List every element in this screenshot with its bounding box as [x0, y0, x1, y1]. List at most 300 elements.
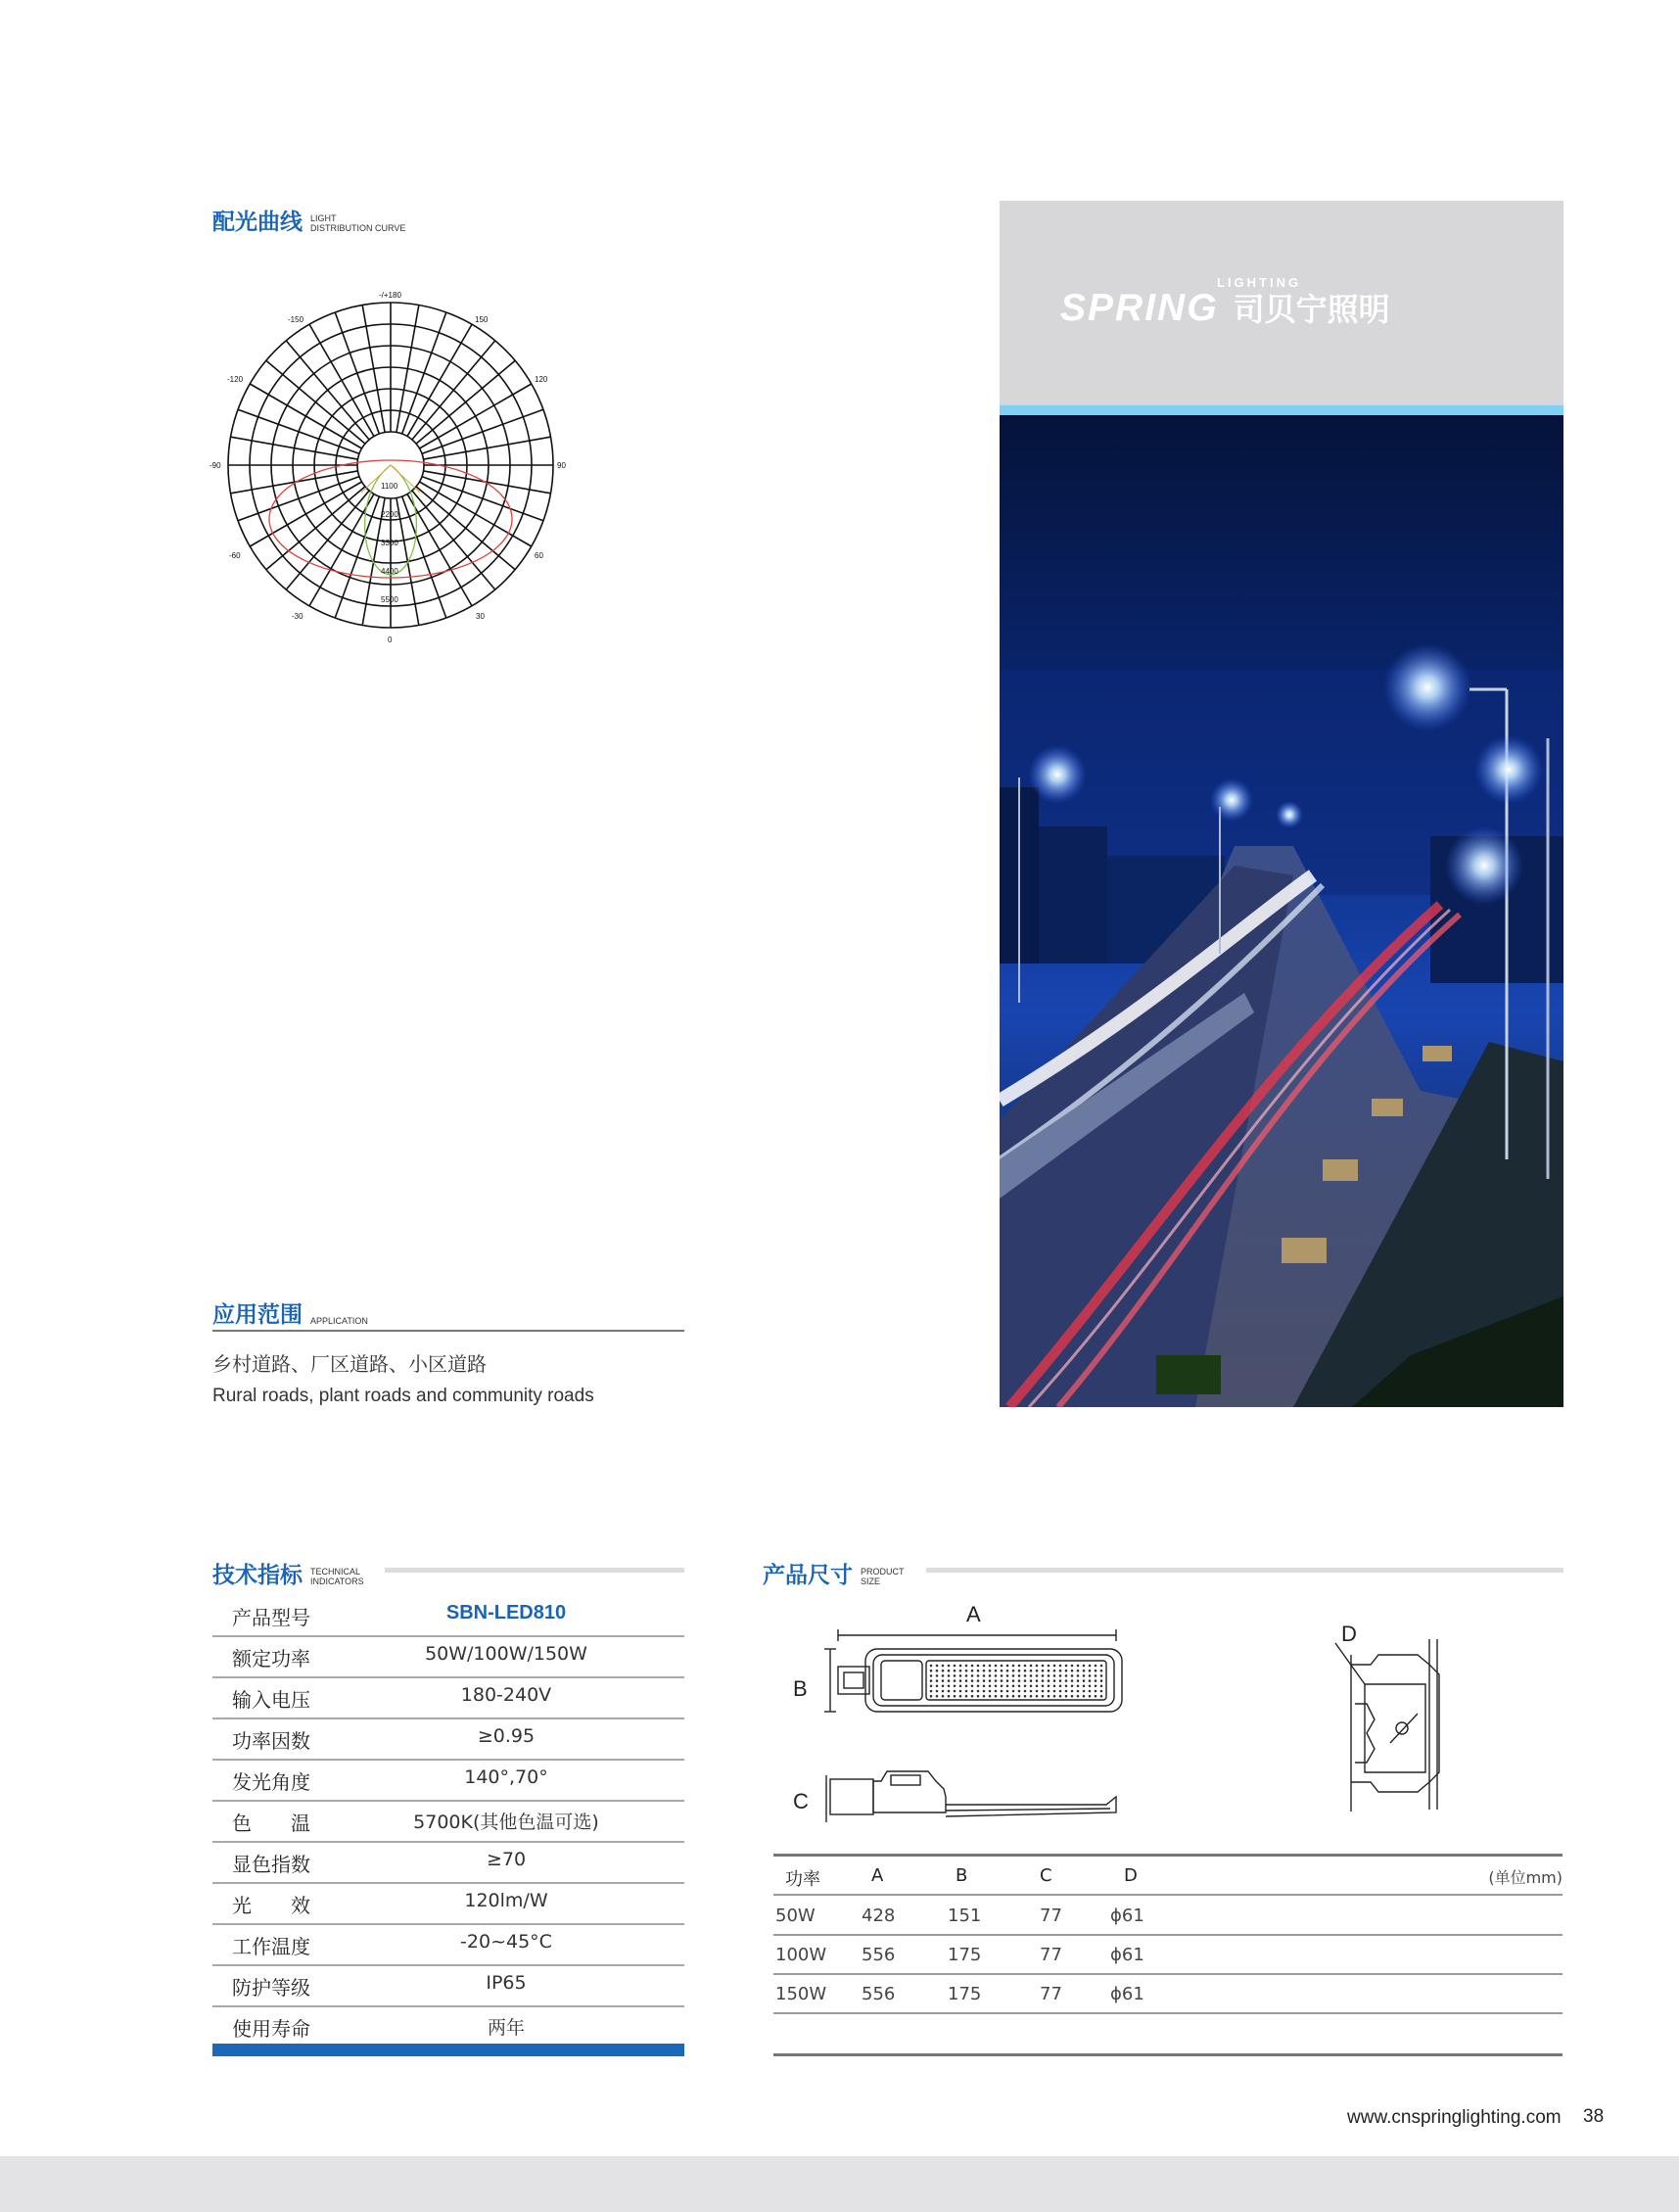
led-dot: [948, 1665, 951, 1668]
spec-value: 140°,70°: [464, 1766, 548, 1788]
polar-spoke: [402, 312, 446, 434]
led-dot: [1024, 1665, 1027, 1668]
size-section-title: [763, 1557, 905, 1589]
led-dot: [965, 1665, 968, 1668]
led-dot: [936, 1665, 939, 1668]
led-dot: [989, 1685, 992, 1688]
led-dot: [954, 1685, 956, 1688]
led-dot: [1036, 1670, 1039, 1672]
led-dot: [1065, 1670, 1068, 1672]
led-dot: [995, 1674, 998, 1677]
dim-cell: ϕ61: [1110, 1906, 1144, 1926]
led-dot: [1100, 1670, 1103, 1672]
led-dot: [1065, 1685, 1068, 1688]
led-dot: [948, 1674, 951, 1677]
led-dot: [959, 1690, 962, 1693]
led-dot: [1071, 1670, 1074, 1672]
led-dot: [1012, 1695, 1015, 1698]
led-dot: [1012, 1665, 1015, 1668]
led-dot: [1042, 1665, 1045, 1668]
polar-spoke: [335, 496, 379, 618]
led-dot: [1006, 1685, 1009, 1688]
led-dot: [1100, 1690, 1103, 1693]
led-dot: [948, 1679, 951, 1682]
led-dot: [1001, 1695, 1003, 1698]
led-dot: [1036, 1674, 1039, 1677]
polar-spoke: [422, 409, 543, 453]
distribution-title-zh: 配光曲线: [212, 210, 303, 235]
tech-table-bottom-bar: [212, 2044, 684, 2056]
led-dot: [1071, 1665, 1074, 1668]
led-dot: [1053, 1679, 1056, 1682]
led-dot: [1030, 1670, 1033, 1672]
led-dot: [1048, 1674, 1050, 1677]
led-dot: [965, 1674, 968, 1677]
dim-header-power: 功率: [785, 1869, 820, 1890]
led-dot: [1095, 1670, 1097, 1672]
led-dot: [1065, 1674, 1068, 1677]
distribution-title-en: LIGHT DISTRIBUTION CURVE: [310, 213, 406, 233]
led-dot: [1059, 1665, 1062, 1668]
led-dot: [965, 1670, 968, 1672]
polar-spoke: [238, 477, 359, 521]
led-dot: [1006, 1665, 1009, 1668]
tech-title-zh: 技术指标: [212, 1563, 303, 1588]
dim-cell: 77: [1040, 1984, 1062, 2004]
dim-cell: 175: [948, 1984, 982, 2004]
led-dot: [1100, 1679, 1103, 1682]
application-title-en: APPLICATION: [310, 1316, 368, 1326]
led-dot: [977, 1695, 980, 1698]
polar-spoke: [402, 496, 446, 618]
led-dot: [930, 1690, 933, 1693]
dim-table-row: [773, 1975, 1562, 2014]
tech-title-rule: [385, 1568, 684, 1573]
led-dot: [1059, 1690, 1062, 1693]
led-dot: [965, 1679, 968, 1682]
polar-radial-label: 3300: [381, 539, 398, 547]
led-dot: [1030, 1690, 1033, 1693]
led-dot: [1012, 1670, 1015, 1672]
spec-value: -20~45°C: [460, 1931, 552, 1953]
dim-cell: ϕ61: [1110, 1945, 1144, 1965]
led-dot: [971, 1679, 974, 1682]
led-dot: [930, 1665, 933, 1668]
led-dot: [1053, 1670, 1056, 1672]
led-dot: [1083, 1674, 1086, 1677]
led-dot: [954, 1690, 956, 1693]
dim-cell: 428: [862, 1906, 896, 1926]
led-dot: [989, 1695, 992, 1698]
led-dot: [1089, 1695, 1092, 1698]
size-title-en: PRODUCT SIZE: [861, 1567, 905, 1586]
dim-label-a: A: [966, 1602, 981, 1626]
lamp-side-view-drawing: [822, 1767, 1126, 1830]
led-dot: [1071, 1690, 1074, 1693]
spec-row: [212, 2006, 684, 2047]
led-dot: [995, 1670, 998, 1672]
led-dot: [971, 1690, 974, 1693]
spec-row: [212, 1842, 684, 1884]
led-dot: [1018, 1670, 1021, 1672]
led-dot: [1048, 1685, 1050, 1688]
led-dot: [930, 1674, 933, 1677]
dim-cell: ϕ61: [1110, 1984, 1144, 2004]
led-dot: [959, 1665, 962, 1668]
application-title-zh: 应用范围: [212, 1302, 303, 1328]
led-dot: [983, 1695, 986, 1698]
led-dot: [1059, 1685, 1062, 1688]
led-dot: [936, 1695, 939, 1698]
dim-label-d: D: [1341, 1622, 1357, 1646]
led-dot: [1083, 1679, 1086, 1682]
dim-table-bottom-rule: [773, 2053, 1562, 2056]
led-dot: [1036, 1685, 1039, 1688]
lamp-top-view-drawing: [822, 1625, 1126, 1733]
spec-label: 色 温: [232, 1812, 310, 1835]
led-dot: [1048, 1665, 1050, 1668]
led-dot: [989, 1674, 992, 1677]
led-dot: [1042, 1679, 1045, 1682]
led-dot: [977, 1685, 980, 1688]
dim-cell: 77: [1040, 1945, 1062, 1965]
dim-header-c: C: [1040, 1865, 1052, 1886]
street-night-photo: [1000, 415, 1563, 1407]
led-dot: [1048, 1679, 1050, 1682]
led-dot: [959, 1670, 962, 1672]
tech-title-en: TECHNICAL INDICATORS: [310, 1567, 364, 1586]
led-dot: [930, 1695, 933, 1698]
led-dot: [1018, 1690, 1021, 1693]
page-number: 38: [1583, 2106, 1605, 2127]
led-dot: [942, 1695, 945, 1698]
led-dot: [1065, 1690, 1068, 1693]
dim-cell: 556: [862, 1945, 896, 1965]
led-dot: [1042, 1690, 1045, 1693]
led-dot: [1083, 1690, 1086, 1693]
polar-angle-label: 120: [535, 375, 548, 384]
led-dot: [930, 1679, 933, 1682]
led-dot: [989, 1690, 992, 1693]
polar-angle-label: 30: [476, 612, 485, 621]
polar-radial-label: 2200: [381, 510, 398, 519]
spec-label: 输入电压: [232, 1688, 310, 1712]
application-text-zh: 乡村道路、厂区道路、小区道路: [212, 1352, 487, 1376]
led-dot: [1053, 1695, 1056, 1698]
led-dot: [965, 1685, 968, 1688]
dim-header-b: B: [956, 1865, 968, 1886]
polar-radial-label: 1100: [381, 482, 398, 491]
led-dot: [1071, 1695, 1074, 1698]
polar-angle-label: 90: [557, 461, 566, 470]
led-dot: [959, 1674, 962, 1677]
brand-accent-strip: [1000, 405, 1563, 415]
polar-angle-label: -30: [292, 612, 303, 621]
led-dot: [1100, 1674, 1103, 1677]
led-dot: [1077, 1679, 1080, 1682]
brand-name: SPRING: [1060, 287, 1219, 329]
led-dot: [1089, 1674, 1092, 1677]
led-dot: [1006, 1695, 1009, 1698]
led-dot: [971, 1674, 974, 1677]
led-dot: [1053, 1690, 1056, 1693]
dim-cell: 77: [1040, 1906, 1062, 1926]
led-dot: [1100, 1665, 1103, 1668]
spec-value: 5700K(其他色温可选): [413, 1812, 599, 1833]
led-dot: [1077, 1670, 1080, 1672]
led-dot: [942, 1685, 945, 1688]
spec-row: [212, 1965, 684, 2007]
led-dot: [1018, 1665, 1021, 1668]
led-dot: [1001, 1674, 1003, 1677]
led-dot: [1036, 1665, 1039, 1668]
led-dot: [1095, 1685, 1097, 1688]
spec-label: 光 效: [232, 1894, 310, 1917]
led-dot: [1018, 1695, 1021, 1698]
led-dot: [1089, 1690, 1092, 1693]
led-dot: [1053, 1665, 1056, 1668]
led-dot: [1048, 1695, 1050, 1698]
led-dot: [942, 1674, 945, 1677]
led-dot: [1089, 1665, 1092, 1668]
led-dot: [1024, 1679, 1027, 1682]
dim-cell: 150W: [775, 1984, 827, 2004]
spec-value: ≥0.95: [477, 1725, 536, 1747]
led-dot: [1018, 1685, 1021, 1688]
spec-label: 功率因数: [232, 1729, 310, 1753]
polar-angle-label: 150: [475, 315, 489, 324]
led-dot: [1006, 1674, 1009, 1677]
dim-header-a: A: [871, 1865, 884, 1886]
led-dot: [1048, 1670, 1050, 1672]
led-dot: [989, 1679, 992, 1682]
footer-band: [0, 2156, 1679, 2212]
led-dot: [1042, 1685, 1045, 1688]
led-dot: [959, 1679, 962, 1682]
polar-radial-label: 4400: [381, 567, 398, 576]
led-dot: [942, 1690, 945, 1693]
led-dot: [1042, 1670, 1045, 1672]
led-dot: [959, 1695, 962, 1698]
size-title-rule: [926, 1568, 1563, 1573]
spec-label: 发光角度: [232, 1770, 310, 1794]
led-dot: [977, 1665, 980, 1668]
spec-row: [212, 1595, 684, 1637]
led-dot: [1006, 1670, 1009, 1672]
led-dot: [1059, 1679, 1062, 1682]
led-dot: [1095, 1665, 1097, 1668]
led-dot: [1095, 1690, 1097, 1693]
dim-header-d: D: [1124, 1865, 1138, 1886]
led-dot: [983, 1670, 986, 1672]
led-dot: [983, 1674, 986, 1677]
dim-label-b: B: [793, 1676, 808, 1701]
led-dot: [1006, 1679, 1009, 1682]
led-dot: [965, 1690, 968, 1693]
dim-cell: 175: [948, 1945, 982, 1965]
spec-value: 50W/100W/150W: [425, 1643, 587, 1665]
led-dot: [1024, 1690, 1027, 1693]
led-dot: [1042, 1695, 1045, 1698]
led-dot: [1012, 1679, 1015, 1682]
spec-row: [212, 1801, 684, 1843]
led-dot: [983, 1685, 986, 1688]
led-dot: [1036, 1695, 1039, 1698]
led-dot: [936, 1690, 939, 1693]
application-divider: [212, 1330, 684, 1332]
led-dot: [1089, 1685, 1092, 1688]
led-dot: [1001, 1690, 1003, 1693]
tech-section-title: [212, 1557, 364, 1589]
led-dot: [983, 1679, 986, 1682]
dim-unit: (单位mm): [1488, 1868, 1562, 1887]
dim-cell: 556: [862, 1984, 896, 2004]
led-dot: [948, 1685, 951, 1688]
led-dot: [1071, 1685, 1074, 1688]
spec-row: [212, 1760, 684, 1802]
led-dot: [1024, 1685, 1027, 1688]
led-dot: [965, 1695, 968, 1698]
led-dot: [930, 1685, 933, 1688]
spec-label: 工作温度: [232, 1935, 310, 1958]
led-dot: [1059, 1695, 1062, 1698]
led-dot: [1100, 1695, 1103, 1698]
led-dot: [1077, 1674, 1080, 1677]
led-dot: [995, 1665, 998, 1668]
led-dot: [1012, 1685, 1015, 1688]
led-dot: [1095, 1674, 1097, 1677]
lamp-end-view-drawing: [1331, 1625, 1459, 1821]
led-dot: [1001, 1670, 1003, 1672]
polar-distribution-chart: [206, 286, 583, 650]
footer-url: www.cnspringlighting.com: [1347, 2107, 1562, 2128]
led-dot: [1036, 1690, 1039, 1693]
led-dot: [977, 1670, 980, 1672]
led-dot: [1077, 1685, 1080, 1688]
spec-row: [212, 1924, 684, 1966]
spec-label: 产品型号: [232, 1606, 310, 1629]
led-dot: [1030, 1674, 1033, 1677]
spec-value: ≥70: [486, 1849, 527, 1870]
led-dot: [1089, 1670, 1092, 1672]
led-dot: [983, 1665, 986, 1668]
led-dot: [1089, 1679, 1092, 1682]
led-dot: [942, 1679, 945, 1682]
led-dot: [1006, 1690, 1009, 1693]
led-dot: [983, 1690, 986, 1693]
polar-angle-label: -/+180: [379, 291, 401, 300]
led-dot: [971, 1695, 974, 1698]
led-dot: [977, 1690, 980, 1693]
led-dot: [977, 1679, 980, 1682]
led-dot: [948, 1695, 951, 1698]
led-dot: [1059, 1670, 1062, 1672]
led-dot: [948, 1690, 951, 1693]
led-dot: [1024, 1695, 1027, 1698]
polar-angle-label: 0: [388, 635, 393, 644]
led-dot: [977, 1674, 980, 1677]
led-dot: [1001, 1679, 1003, 1682]
spec-row: [212, 1677, 684, 1719]
polar-spoke: [238, 409, 359, 453]
polar-angle-label: 60: [535, 551, 543, 560]
led-dot: [989, 1670, 992, 1672]
led-dot: [1042, 1674, 1045, 1677]
spec-value: 180-240V: [460, 1684, 552, 1706]
led-dot: [995, 1679, 998, 1682]
led-dot: [930, 1670, 933, 1672]
dim-table-row: [773, 1897, 1562, 1936]
polar-spoke: [422, 477, 543, 521]
led-dot: [1024, 1674, 1027, 1677]
led-dot: [1030, 1695, 1033, 1698]
brand-banner: [1000, 201, 1563, 405]
led-dot: [1059, 1674, 1062, 1677]
led-dot: [1012, 1690, 1015, 1693]
led-dot: [1065, 1665, 1068, 1668]
polar-angle-label: -120: [227, 375, 244, 384]
led-dot: [1065, 1679, 1068, 1682]
spec-value: 两年: [487, 2017, 525, 2039]
size-title-zh: 产品尺寸: [763, 1563, 853, 1588]
led-dot: [942, 1665, 945, 1668]
led-dot: [948, 1670, 951, 1672]
led-dot: [1024, 1670, 1027, 1672]
led-dot: [1030, 1685, 1033, 1688]
led-dot: [936, 1674, 939, 1677]
led-dot: [995, 1695, 998, 1698]
led-dot: [971, 1665, 974, 1668]
led-dot: [971, 1670, 974, 1672]
polar-angle-label: -150: [288, 315, 304, 324]
led-dot: [1036, 1679, 1039, 1682]
led-dot: [1077, 1665, 1080, 1668]
spec-label: 额定功率: [232, 1647, 310, 1671]
dim-label-c: C: [793, 1789, 809, 1813]
led-dot: [1083, 1695, 1086, 1698]
spec-value: 120lm/W: [464, 1890, 548, 1911]
led-dot: [971, 1685, 974, 1688]
led-dot: [1083, 1665, 1086, 1668]
led-dot: [1001, 1685, 1003, 1688]
dim-cell: 151: [948, 1906, 982, 1926]
led-dot: [1100, 1685, 1103, 1688]
led-dot: [936, 1670, 939, 1672]
led-dot: [942, 1670, 945, 1672]
polar-spoke: [335, 312, 379, 434]
dim-cell: 100W: [775, 1945, 827, 1965]
led-dot: [936, 1685, 939, 1688]
led-dot: [954, 1695, 956, 1698]
dim-table-row: [773, 1936, 1562, 1975]
led-dot: [989, 1665, 992, 1668]
led-dot: [954, 1665, 956, 1668]
led-dot: [995, 1690, 998, 1693]
led-dot: [1071, 1679, 1074, 1682]
brand-logo: [1060, 275, 1390, 330]
led-dot: [1083, 1670, 1086, 1672]
led-dot: [1053, 1674, 1056, 1677]
led-dot: [1071, 1674, 1074, 1677]
led-dot: [1065, 1695, 1068, 1698]
led-dot: [954, 1679, 956, 1682]
distribution-section-title: [212, 204, 405, 236]
led-dot: [954, 1670, 956, 1672]
spec-row: [212, 1718, 684, 1761]
led-dot: [1095, 1695, 1097, 1698]
brand-name-zh: 司贝宁照明: [1233, 291, 1390, 328]
led-dot: [936, 1679, 939, 1682]
